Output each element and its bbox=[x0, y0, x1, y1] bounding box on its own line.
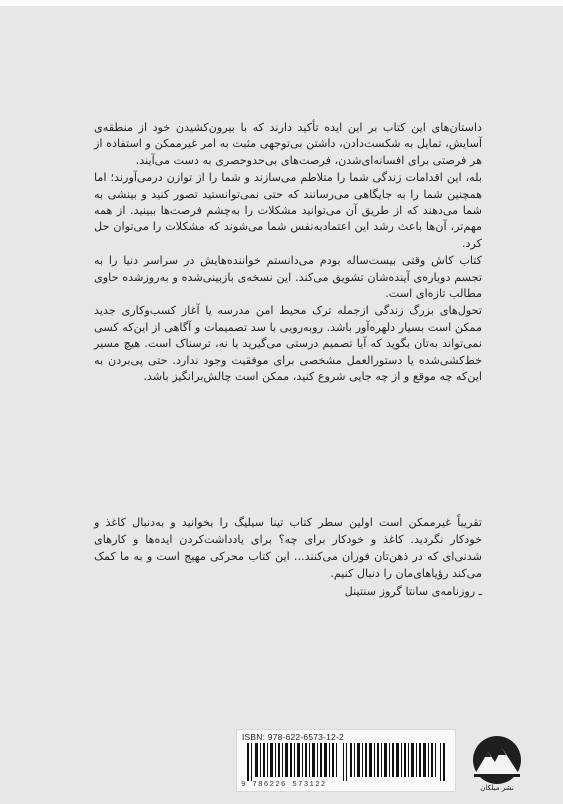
review-quote-block bbox=[94, 514, 482, 601]
review-quote: تقریباً غیرممکن است اولین سطر کتاب تینا سیلیگ را بخوانید و به‌دنبال کاغذ و خودکار نگردید. کاغذ و خودکار برای چه؟ برای یادداشت‌کردن ایده‌ها و کارهای شدنی‌ای که در ذهن‌تان فوران می‌کنند... این کتاب محرکی مهیج است و به ما کمک می‌کند رؤیاهای‌مان را دنبال کنیم. bbox=[94, 516, 482, 580]
paragraph-4: تحول‌های بزرگ زندگی ازجمله ترک محیط امن مدرسه یا آغاز کسب‌وکاری جدید ممکن است بسیار دلهره‌آور باشد. روبه‌رویی با سد تصمیمات و آگاهی از این‌که کسی نمی‌تواند به‌تان بگوید که آیا تصمیم درستی می‌گیرید یا نه، ترسناک است. هیچ مسیر خط‌کشی‌شده یا دستورالعمل مشخصی برای موفقیت وجود ندارد. حتی پی‌بردن به این‌که چه موقع و از چه جایی شروع کنید، ممکن است چالش‌برانگیز باشد. bbox=[94, 304, 482, 384]
paragraph-3: کتاب کاش وقتی بیست‌ساله بودم می‌دانستم خواننده‌هایش در سراسر دنیا را به تجسم دوباره‌ی آینده‌شان تشویق می‌کند. این نسخه‌ی بازبینی‌شده و به‌روزشده حاوی مطالب تازه‌ای است. bbox=[94, 254, 482, 301]
publisher-name: نشر میلکان bbox=[480, 784, 514, 792]
barcode-icon bbox=[247, 743, 447, 781]
isbn-barcode-box bbox=[236, 729, 456, 792]
description-block bbox=[94, 120, 482, 387]
paragraph-2: بله، این اقدامات زندگی شما را متلاطم می‌سازند و شما را از توازن درمی‌آورند؛ اما همچنین شما را به جایگاهی می‌رسانند که حتی نمی‌توانستید تصور کنید و بینشی به شما می‌دهند که از طریق آن می‌توانید مشکلات را به‌چشم فرصت‌ها ببینید. از همه مهم‌تر، آن‌ها باعث رشد این اعتمادبه‌نفس شما می‌شوند که مشکلات را می‌توان حل کرد. bbox=[94, 171, 482, 250]
isbn-label: ISBN: 978-622-6573-12-2 bbox=[242, 732, 344, 742]
review-attribution: ـ روزنامه‌ی سانتا گروز سنتینل bbox=[344, 585, 482, 598]
paragraph-1: داستان‌های این کتاب بر این ایده تأکید دارند که با بیرون‌کشیدن خود از منطقه‌ی آسایش، تمایل به شکست‌دادن، داشتن بی‌توجهی مثبت به امر غیرممکن و استفاده از هر فرصتی برای افسانه‌ای‌شدن، فرصت‌های بی‌حدوحصری به دست می‌آیند. bbox=[94, 121, 482, 167]
barcode-digits: 9 786226 573122 bbox=[241, 781, 327, 789]
top-edge bbox=[0, 0, 563, 6]
